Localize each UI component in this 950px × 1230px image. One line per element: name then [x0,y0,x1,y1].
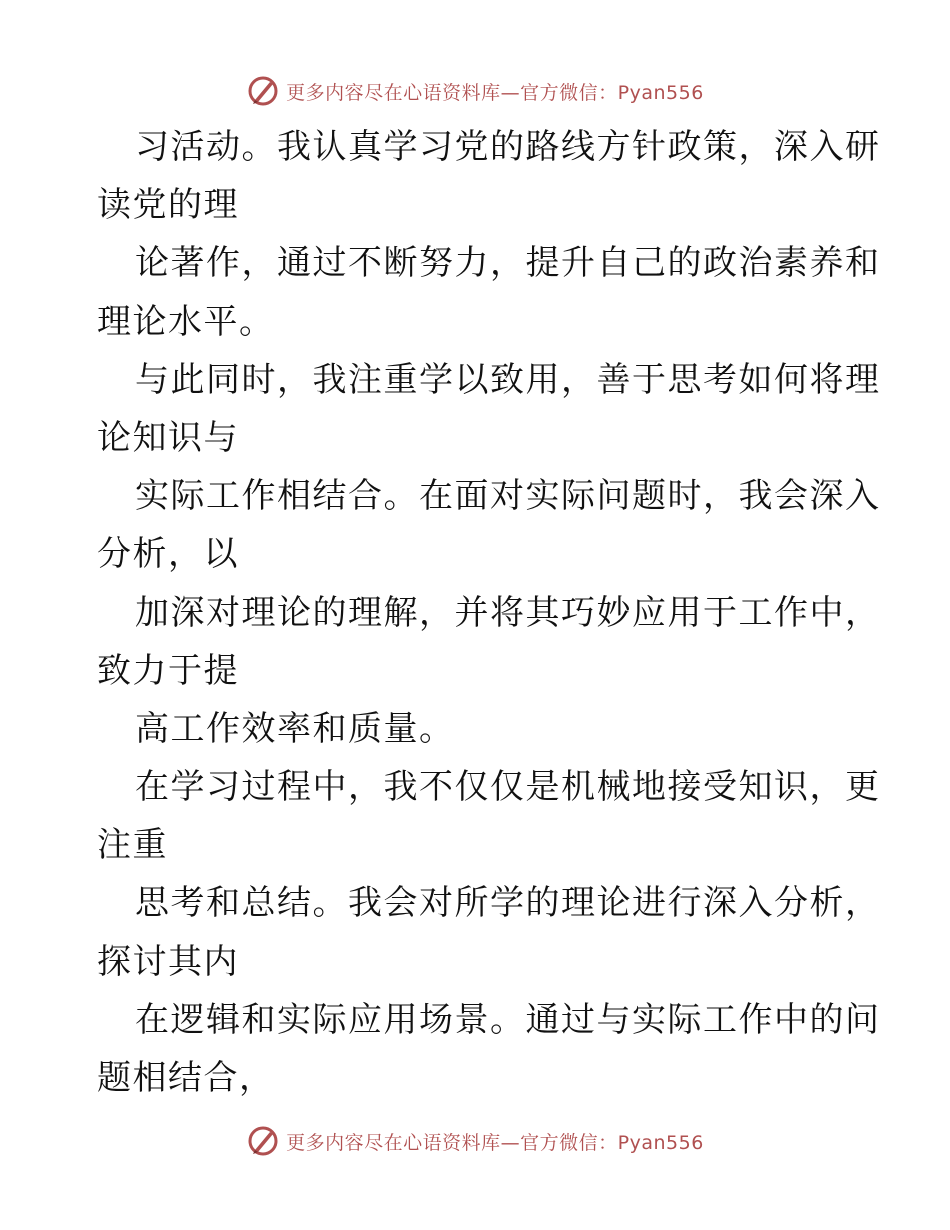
text-line: 习活动。我认真学习党的路线方针政策，深入研 [135,127,881,167]
text-line: 论著作，通过不断努力，提升自己的政治素养和 [135,243,881,284]
text-line: 在逻辑和实际应用场景。通过与实际工作中的问 [135,999,881,1040]
text-line: 实际工作相结合。在面对实际问题时，我会深入 [135,476,881,517]
text-line: 分析，以 [97,534,239,575]
text-line: 读党的理 [97,185,239,226]
text-line: 注重 [97,825,168,866]
text-line: 高工作效率和质量。 [135,708,455,749]
quill-pen-circle-icon [246,74,280,108]
footer-banner [0,1121,950,1161]
header-banner-text: 更多内容尽在心语资料库—官方微信：Pyan556 [286,81,704,104]
text-line: 在学习过程中，我不仅仅是机械地接受知识，更 [135,767,881,808]
text-line: 加深对理论的理解，并将其巧妙应用于工作中， [135,592,881,633]
header-banner [0,71,950,111]
quill-pen-circle-icon [246,1124,280,1158]
text-line: 致力于提 [97,650,239,691]
document-body [97,118,881,1107]
text-line: 理论水平。 [97,301,275,342]
text-line: 思考和总结。我会对所学的理论进行深入分析， [135,883,881,924]
text-line: 题相结合， [97,1058,275,1098]
footer-banner-text: 更多内容尽在心语资料库—官方微信：Pyan556 [286,1131,704,1154]
text-line: 论知识与 [97,417,239,458]
text-line: 与此同时，我注重学以致用，善于思考如何将理 [135,359,881,400]
text-line: 探讨其内 [97,941,239,982]
